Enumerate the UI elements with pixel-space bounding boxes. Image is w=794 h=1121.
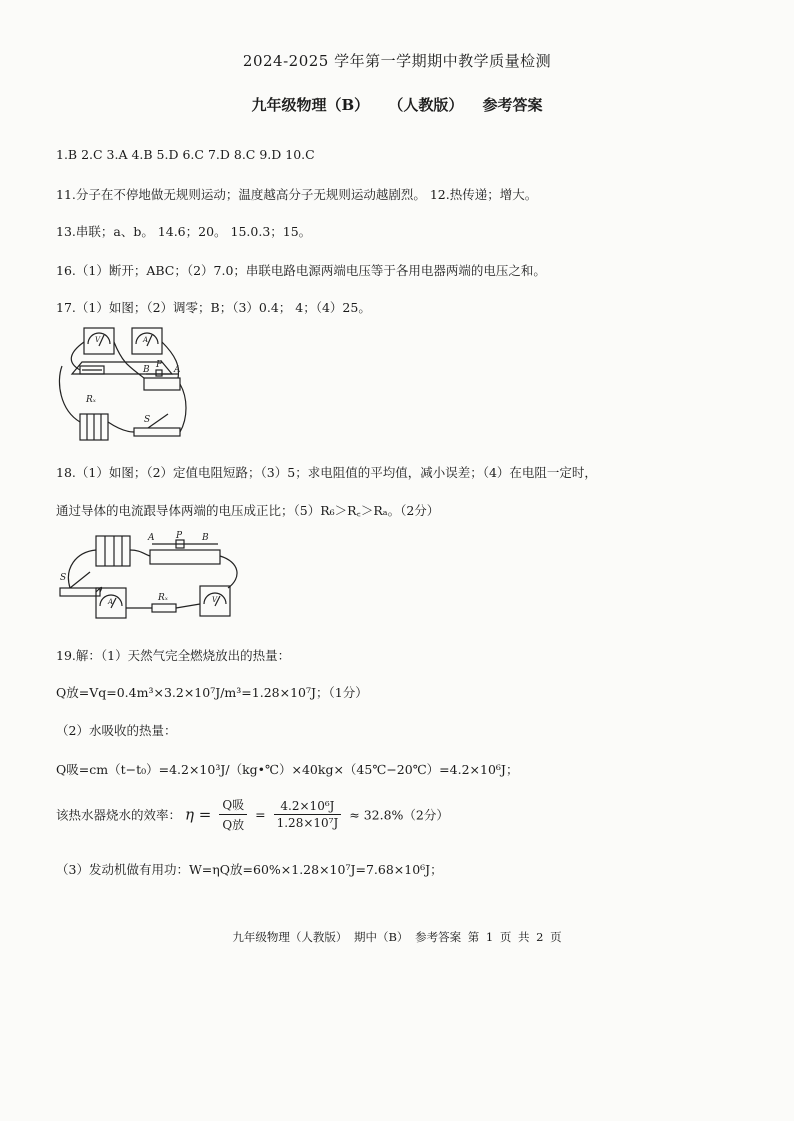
answer-13-15: 13.串联；a、b。 14.6；20。 15.0.3；15。 <box>56 224 312 239</box>
circuit-diagram-17 <box>52 322 192 450</box>
switch-base <box>134 428 180 436</box>
resistor-label: Rₓ <box>158 593 168 603</box>
answer-11-12: 11.分子在不停地做无规则运动；温度越高分子无规则运动越剧烈。 12.热传递；增大。 <box>56 187 538 202</box>
resistor-label: Rₓ <box>86 395 96 405</box>
page-footer: 九年级物理（人教版） 期中（B） 参考答案 第 1 页 共 2 页 <box>232 930 562 944</box>
circuit-diagram-18 <box>56 528 246 626</box>
efficiency-result: ≈ 32.8%（2分） <box>349 807 449 823</box>
rheostat-label-b: B <box>202 533 209 543</box>
switch-label: S <box>60 573 67 583</box>
rheostat-slider <box>156 370 162 376</box>
ammeter-label: A <box>108 598 114 606</box>
rheostat-label-p: P <box>156 360 163 370</box>
answer-19-work: （3）发动机做有用功：W=ηQ放=60%×1.28×10⁷J=7.68×10⁶J； <box>56 862 443 877</box>
answer-19-efficiency: 该热水器烧水的效率： η = $\frac{\text{Q吸}}{\text{Q放}}$ = $\frac{\text{4.2×10⁶J}}{\text{1.28×10⁷J}}$ ≈ 32.8%（2分） <box>56 798 449 832</box>
voltmeter-label: V <box>95 336 101 344</box>
efficiency-symbol: η = <box>185 805 212 824</box>
document-subtitle: 九年级物理（B） （人教版） 参考答案 <box>251 96 543 114</box>
rheostat-coil <box>144 378 180 390</box>
rheostat-coil <box>150 550 220 564</box>
document-title: 2024-2025 学年第一学期期中教学质量检测 <box>242 52 552 70</box>
answer-16: 16.（1）断开；ABC；（2）7.0；串联电路电源两端电压等于各用电器两端的电压之和。 <box>56 263 546 278</box>
answer-19-heat-released: Q放=Vq=0.4m³×3.2×10⁷J/m³=1.28×10⁷J；（1分） <box>56 685 368 700</box>
switch-base <box>60 588 100 596</box>
rheostat-label-a: A <box>148 533 155 543</box>
rheostat-label-p: P <box>176 531 183 541</box>
answer-18-line1: 18.（1）如图；（2）定值电阻短路；（3）5；求电阻值的平均值，减小误差；（4）在电阻一定时， <box>56 465 597 480</box>
fraction-numerator: 4.2×10⁶J <box>274 799 342 815</box>
switch-blade <box>70 572 90 588</box>
answer-19-heat-absorbed: Q吸=cm（t−t₀）=4.2×10³J/（kg•℃）×40kg×（45℃−20℃）=4.2×10⁶J； <box>56 762 519 777</box>
switch-blade <box>148 414 168 428</box>
answer-19-part2: （2）水吸收的热量： <box>56 723 177 738</box>
rheostat-label-b: B <box>143 365 150 375</box>
answer-18-line2: 通过导体的电流跟导体两端的电压成正比；（5）R₆＞R꜀＞Rₐ。（2分） <box>56 503 440 518</box>
fraction-denominator: 1.28×10⁷J <box>276 816 339 830</box>
switch-label: S <box>144 415 151 425</box>
resistor-body <box>152 604 176 612</box>
fraction-denominator: Q放 <box>222 818 245 832</box>
voltmeter-label: V <box>212 596 218 604</box>
efficiency-label: 该热水器烧水的效率： <box>56 807 182 823</box>
answer-19-intro: 19.解：（1）天然气完全燃烧放出的热量： <box>56 648 291 663</box>
answer-17: 17.（1）如图；（2）调零；B；（3）0.4； 4；（4）25。 <box>56 300 371 315</box>
answer-multiple-choice: 1.B 2.C 3.A 4.B 5.D 6.C 7.D 8.C 9.D 10.C <box>56 147 315 162</box>
fraction-numerator: Q吸 <box>219 796 247 815</box>
efficiency-fraction-symbolic <box>219 796 247 833</box>
ammeter-label: A <box>143 336 149 344</box>
rheostat-label-a: A <box>174 365 181 375</box>
efficiency-fraction-numeric <box>274 799 342 830</box>
battery <box>96 536 130 566</box>
